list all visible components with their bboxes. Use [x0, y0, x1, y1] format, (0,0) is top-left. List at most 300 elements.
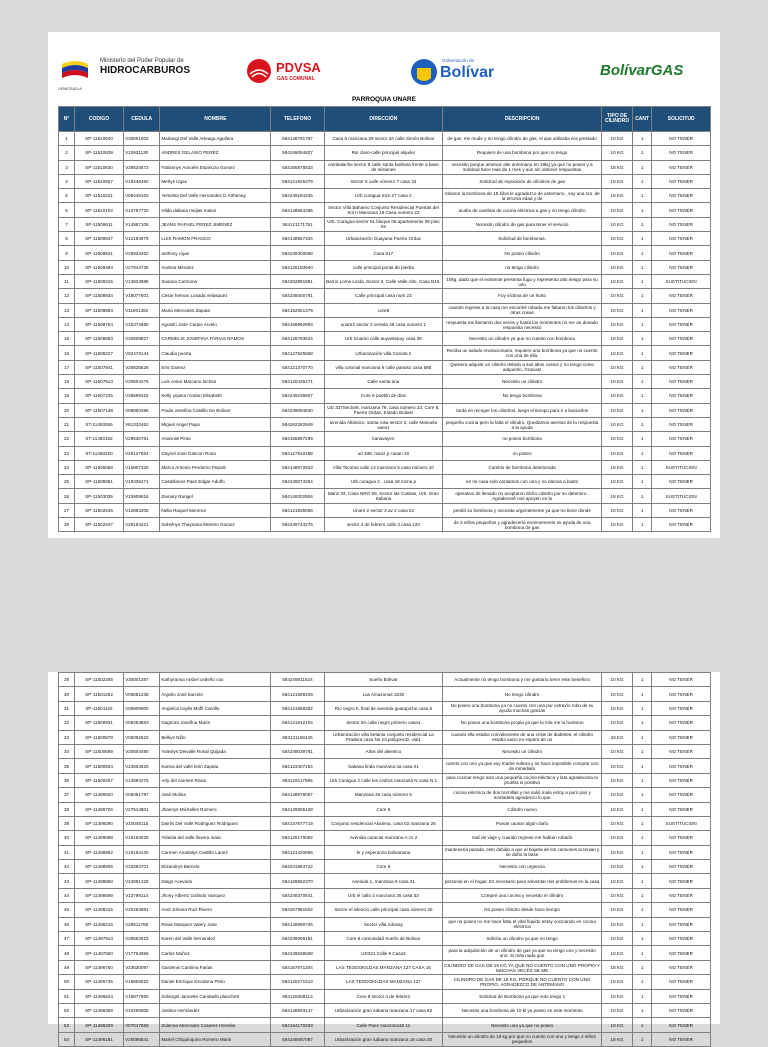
cell-description-text: no poseo	[512, 450, 532, 456]
cell-quantity	[633, 1003, 652, 1017]
cell-request-text: NO TENER	[669, 749, 693, 755]
cell-code	[75, 174, 124, 188]
cell-id	[124, 673, 160, 687]
cell-description-text: Reciba un saludo revolucionario, requiero una bombona ya que no cuento con una de ella.	[446, 348, 598, 359]
cell-phone-text: 584162851379	[282, 307, 313, 313]
cell-id-text: V30001502	[125, 136, 149, 142]
cell-phone	[271, 874, 324, 888]
cell-code-text: SP-11510102	[85, 207, 113, 213]
cell-cylinder-type	[602, 788, 633, 802]
cell-description	[443, 716, 602, 730]
cell-name-text: Mariel Chiquinquira Romero Marin	[161, 1036, 232, 1042]
cell-address-text: Urbanización villa betania conjunto residencial La Pradera casa No 13,polígonoD, vial1	[333, 732, 434, 743]
cell-description-text: Quisiera adquirir un cilindro debido a sus altos costos y no tengo como adquirirlo, Gracias!	[450, 362, 595, 373]
cell-code-text: SP-11508893	[85, 307, 113, 313]
cell-phone	[271, 446, 324, 460]
cell-description	[443, 673, 602, 687]
cell-quantity	[633, 460, 652, 474]
cell-cylinder-type-text: 18 KG	[610, 464, 624, 470]
cell-description-text: No tengo cilindro	[504, 691, 540, 697]
cell-phone	[271, 389, 324, 403]
cell-number	[59, 232, 75, 246]
cell-number-text: 24	[63, 464, 70, 470]
cell-number	[59, 489, 75, 503]
cell-description-text: Puede causar algún daño	[495, 821, 549, 827]
cell-cylinder-type	[602, 917, 633, 931]
cell-cylinder-type	[602, 860, 633, 874]
cell-phone	[271, 701, 324, 715]
table-row	[59, 744, 711, 758]
cell-code	[75, 960, 124, 974]
cell-address-text: Urb Guamo calle auyantepuy casa 38	[344, 336, 422, 342]
cell-address	[324, 673, 442, 687]
cell-number-text: 47	[63, 936, 70, 942]
cell-description-text: pequeña cocina pero la falta el cilindro. Quedamos atentos de la respuesta a la ayuda	[445, 419, 599, 430]
cell-address	[324, 303, 442, 317]
cell-address-text: Manzana 46 casa número 8	[354, 792, 412, 798]
cell-code	[75, 903, 124, 917]
cell-description	[443, 174, 602, 188]
cell-phone	[271, 475, 324, 489]
cell-address	[324, 1003, 442, 1017]
cell-id-text: V25835526	[125, 364, 149, 370]
cell-number-text: 49	[63, 965, 70, 970]
cell-number-text: 18	[63, 379, 70, 385]
cell-name	[160, 346, 271, 360]
cell-request-text: NO TENER	[669, 407, 693, 413]
cell-quantity-text: 1	[640, 379, 644, 385]
cell-quantity	[633, 274, 652, 288]
cell-request	[652, 989, 711, 1003]
cell-id-text: V13787720	[125, 207, 149, 213]
cell-description	[443, 816, 602, 830]
cell-description-text: necesito porque amenaz alte antemano en 18kg ya que no poseo y a solicitud hace mas de 1 mes y aún sin obtener respuestas	[451, 162, 593, 173]
cell-description-text: Necesito un cilindro ya que no cuento con bombona	[469, 336, 575, 342]
cell-description	[443, 903, 602, 917]
cell-quantity-text: 1	[640, 179, 644, 185]
cell-quantity	[633, 475, 652, 489]
cell-code-text: SP-11507138	[85, 407, 113, 413]
cell-address-text: Sabana linda manzana 3a casa 01	[348, 763, 419, 769]
cell-address	[324, 289, 442, 303]
cell-description	[443, 417, 602, 431]
cell-description-text: No poseo una bombona propia ya que la mía me la hurtaron	[460, 720, 584, 726]
cell-request	[652, 1003, 711, 1017]
cell-description-text: Fuy víctima de un hurto	[498, 293, 547, 299]
cell-cylinder-type-text: 10 KG	[610, 507, 624, 513]
cell-description-text: No poseo cilindro desde hace tiempo	[484, 907, 560, 913]
cell-cylinder-type	[602, 903, 633, 917]
table-row	[59, 917, 711, 931]
cell-id	[124, 174, 160, 188]
table-row	[59, 932, 711, 946]
cell-phone	[271, 346, 324, 360]
cell-request	[652, 246, 711, 260]
cell-phone-text: 584141858282	[282, 705, 313, 711]
cell-code	[75, 802, 124, 816]
cell-name	[160, 1032, 271, 1046]
cell-address-text: Rio claro-calle principal alquiler	[351, 150, 416, 156]
cell-phone-text: 584148890745	[282, 921, 313, 927]
bolivar-shield-icon	[410, 56, 438, 90]
cell-address-text: Sector el silencio calle principal casa número 40	[334, 907, 433, 913]
cell-number-text: 14	[63, 322, 70, 327]
cell-address	[324, 389, 442, 403]
cell-description-text: Necesito una bombona de 10 kl ya poseo en este momento	[461, 1008, 583, 1014]
table-row	[59, 788, 711, 802]
cell-description	[443, 802, 602, 816]
col-header-number: N°	[59, 107, 75, 132]
cell-quantity	[633, 346, 652, 360]
cell-request	[652, 274, 711, 288]
cell-description-text: Solicitud de bombonas.	[498, 236, 546, 242]
cell-code	[75, 860, 124, 874]
cell-name	[160, 146, 271, 160]
cell-code-text: SP-11496735	[85, 979, 113, 985]
cell-cylinder-type-text: 10 KG	[610, 878, 624, 884]
cell-quantity	[633, 975, 652, 989]
cell-cylinder-type-text: 10 KG	[610, 792, 624, 798]
cell-number	[59, 417, 75, 431]
cell-quantity	[633, 232, 652, 246]
cell-code	[75, 246, 124, 260]
cell-name-text: LUIS RAMON FRANCO	[161, 236, 211, 242]
cell-address	[324, 460, 442, 474]
cell-quantity	[633, 503, 652, 517]
cell-quantity	[633, 303, 652, 317]
table-row	[59, 332, 711, 346]
cell-request	[652, 903, 711, 917]
table-row	[59, 730, 711, 744]
cell-quantity-text: 1	[640, 407, 644, 413]
cell-request-text: NO TENER	[669, 806, 693, 812]
cell-id	[124, 518, 160, 532]
cell-phone	[271, 917, 324, 931]
cell-phone-text: 584148972633	[282, 464, 313, 470]
cell-code-text: ST-11493162	[85, 436, 113, 442]
cell-number	[59, 759, 75, 773]
cell-id	[124, 816, 160, 830]
cell-code-text: SP-11498906	[85, 864, 113, 870]
pdvsa-logo	[246, 52, 356, 98]
cell-code	[75, 716, 124, 730]
cell-name-text: Belkys Niño	[161, 734, 186, 740]
cell-phone-text: 584249011624	[282, 677, 313, 683]
cell-code	[75, 874, 124, 888]
cell-number-text: 3	[65, 164, 68, 170]
cell-code	[75, 503, 124, 517]
cell-cylinder-type	[602, 932, 633, 946]
cell-phone-text: 584121370770	[282, 364, 313, 370]
cell-description	[443, 489, 602, 503]
cell-request	[652, 975, 711, 989]
cell-request	[652, 389, 711, 403]
cell-code	[75, 673, 124, 687]
cell-request	[652, 432, 711, 446]
cell-cylinder-type	[602, 975, 633, 989]
cell-code	[75, 773, 124, 787]
cell-description-text: Cilindro nuevo	[507, 806, 537, 812]
cell-number-text: 52	[63, 1008, 70, 1014]
parish-title: PARROQUIA UNARE	[352, 96, 416, 103]
cell-cylinder-type	[602, 332, 633, 346]
cell-name-text: Jhony Alberto Galindo Vazquez	[161, 893, 226, 899]
cell-name-text: Zamary Rangel	[161, 493, 193, 499]
cell-number	[59, 246, 75, 260]
cell-code-text: SP-11509484	[85, 264, 113, 270]
cell-name	[160, 932, 271, 946]
cell-number	[59, 189, 75, 203]
cell-description	[443, 274, 602, 288]
cell-name-text: Karen del Valle hernandez	[161, 936, 216, 942]
cell-cylinder-type	[602, 303, 633, 317]
cell-cylinder-type	[602, 716, 633, 730]
cell-description-text: Necesito un cilindro	[502, 379, 543, 385]
cell-name-text: Diego Acevedo	[161, 878, 193, 884]
cell-phone	[271, 332, 324, 346]
cell-request-text: NO TENER	[669, 705, 693, 711]
cell-quantity	[633, 946, 652, 960]
cell-code-text: SP-11498860	[85, 878, 113, 884]
cell-quantity	[633, 203, 652, 217]
cell-address-text: Core 8 sector 4 de febrero	[356, 993, 411, 999]
cell-id-text: V08850396	[125, 407, 149, 413]
cell-phone-text: 584249400791	[282, 293, 313, 299]
pdvsa-sun-icon	[246, 58, 272, 84]
cell-address	[324, 831, 442, 845]
cell-id	[124, 132, 160, 146]
cell-quantity-text: 1	[640, 522, 644, 528]
cell-name-text: Claudia puerta	[161, 350, 192, 356]
cell-address-text: kanavayen	[372, 436, 395, 442]
cell-address	[324, 989, 442, 1003]
cell-description	[443, 332, 602, 346]
cell-id	[124, 975, 160, 989]
cell-request	[652, 1018, 711, 1032]
cell-cylinder-type	[602, 132, 633, 146]
cell-request-text: NO TENER	[669, 965, 693, 970]
cell-name	[160, 701, 271, 715]
cell-code	[75, 417, 124, 431]
cell-description-text: Solicito un cilindro ya que no tengo	[486, 936, 558, 942]
cell-code-text: ST-11493556	[85, 422, 113, 428]
cell-quantity-text: 1	[640, 422, 644, 428]
table-row	[59, 759, 711, 773]
cell-phone	[271, 831, 324, 845]
cell-code	[75, 460, 124, 474]
cell-name	[160, 375, 271, 389]
cell-number-text: 41	[63, 849, 70, 855]
cell-address	[324, 701, 442, 715]
cell-id-text: V06351797	[125, 792, 149, 798]
cell-code	[75, 989, 124, 1003]
cell-code	[75, 446, 124, 460]
cell-name-text: Daniel Enrrique Escalona Pinto	[161, 979, 225, 985]
cell-code-text: SP-11507225	[85, 393, 113, 399]
bolivargas-logo	[596, 52, 706, 98]
cell-number	[59, 831, 75, 845]
cell-name-text: Nelia Raquel Monrroe	[161, 507, 207, 513]
cell-number-text: 46	[63, 921, 70, 927]
cell-code	[75, 975, 124, 989]
cell-id	[124, 332, 160, 346]
ministry-line-1: Ministerio del Poder Popular de	[100, 58, 184, 64]
cell-code-text: SP-11498216	[85, 921, 113, 927]
cell-phone	[271, 360, 324, 374]
cell-description	[443, 217, 602, 231]
cell-cylinder-type-text: 10 KG	[610, 677, 624, 683]
cell-id-text: V13923888	[125, 279, 149, 285]
col-header-quantity: CANT	[633, 107, 652, 132]
cell-request-text: NO TENER	[669, 792, 693, 798]
cell-phone-text: 584129806428	[282, 806, 313, 812]
cell-number-text: 35	[63, 763, 70, 769]
cell-quantity-text: 1	[640, 193, 644, 199]
cell-id-text: V08453883	[125, 720, 149, 726]
cell-quantity-text: 1	[640, 720, 644, 726]
cell-request	[652, 831, 711, 845]
cell-address-text: core8	[377, 307, 390, 313]
cell-request-text: SUSTITUCION	[665, 279, 697, 285]
cell-phone-text: 584241884722	[282, 864, 313, 870]
cell-quantity-text: 1	[640, 691, 644, 697]
cell-request	[652, 860, 711, 874]
cell-name	[160, 687, 271, 701]
cell-phone-text: 584127625868	[282, 350, 313, 356]
cell-id-text: V07017658	[125, 1022, 149, 1028]
cell-name	[160, 716, 271, 730]
cell-quantity	[633, 189, 652, 203]
cell-name-text: Cesar hernan Losada velasquez	[161, 293, 228, 299]
cell-name	[160, 174, 271, 188]
cell-description-text: en mi casa solo contamos con una y no damos a basto	[466, 479, 579, 485]
cell-id-text: V25086541	[125, 1036, 149, 1042]
cell-id-text: V18335471	[125, 479, 149, 485]
cell-address	[324, 160, 442, 174]
cell-address	[324, 917, 442, 931]
cell-address-text: villa colonial manzana 6 calle paraiso casa 588	[335, 364, 432, 370]
cell-phone-text: 584262891861	[282, 279, 313, 285]
cell-cylinder-type	[602, 773, 633, 787]
cell-quantity-text: 1	[640, 835, 644, 841]
cell-number	[59, 888, 75, 902]
cell-address-text: Las Amazonas 3230	[362, 691, 405, 697]
cell-description-text: No poseo cilindro	[504, 250, 540, 256]
cell-request-text: NO TENER	[669, 993, 693, 999]
cell-id	[124, 346, 160, 360]
cell-description	[443, 460, 602, 474]
cell-id	[124, 417, 160, 431]
cell-phone-text: 584148957334	[282, 236, 313, 242]
cell-number	[59, 460, 75, 474]
cell-request-text: NO TENER	[669, 1036, 693, 1042]
cell-address	[324, 730, 442, 744]
cell-quantity	[633, 446, 652, 460]
cell-number-text: 16	[63, 350, 70, 356]
cell-phone-text: 584249094830	[282, 407, 313, 413]
cell-cylinder-type-text: 10 KG	[610, 821, 624, 827]
cell-name-text: Elizandrys Barcelo	[161, 864, 200, 870]
cell-cylinder-type-text: 10 KG	[610, 691, 624, 697]
cell-cylinder-type-text: 10 KG	[610, 993, 624, 999]
cell-id	[124, 446, 160, 460]
cell-number	[59, 687, 75, 701]
cell-name	[160, 874, 271, 888]
cell-request-text: NO TENER	[669, 264, 693, 270]
cell-code	[75, 946, 124, 960]
cell-phone-text: 584249697087	[282, 1036, 313, 1042]
cell-description	[443, 960, 602, 974]
cell-id	[124, 831, 160, 845]
cell-request	[652, 132, 711, 146]
cell-number-text: 9	[65, 250, 68, 256]
cell-quantity-text: 1	[640, 264, 644, 270]
cell-phone-text: 584249370541	[282, 893, 313, 899]
cell-code-text: SP-11505061	[85, 479, 113, 485]
cell-cylinder-type-text: 18 KG	[610, 965, 624, 970]
cell-id	[124, 845, 160, 859]
cell-code-text: SP-11510241	[85, 193, 113, 199]
cell-description-text: No poseo una bombona ya no cuento con una por extravío robo de su ayuda muchas gracias	[450, 703, 594, 714]
cell-description	[443, 132, 602, 146]
cell-request	[652, 673, 711, 687]
cell-description-text: para la adquisición de un cilindro de gas ya que no tengo uno y necesito uno. Si más nada que	[448, 948, 596, 959]
cell-number	[59, 389, 75, 403]
cell-number	[59, 132, 75, 146]
col-header-description: DESCRIPCION	[443, 107, 602, 132]
cell-number-text: 23	[63, 450, 70, 456]
cell-name	[160, 489, 271, 503]
cell-address-text: Core 8 comunidad Sueño de Bolivar	[346, 936, 421, 942]
cell-request	[652, 960, 711, 974]
cell-address	[324, 518, 442, 532]
cell-cylinder-type	[602, 759, 633, 773]
cell-quantity-text: 1	[640, 921, 644, 927]
cell-phone-text: 584165867299	[282, 436, 313, 442]
cell-code	[75, 189, 124, 203]
bolivargas-name: BolívarGAS	[600, 62, 684, 79]
cell-request-text: NO TENER	[669, 849, 693, 855]
cell-name	[160, 232, 271, 246]
cell-request	[652, 845, 711, 859]
cell-cylinder-type-text: 10 KG	[610, 364, 624, 370]
cell-request-text: NO TENER	[669, 450, 693, 456]
cell-cylinder-type	[602, 888, 633, 902]
venezuela-flag-icon	[60, 56, 90, 86]
cell-cylinder-type-text: 10 KG	[610, 236, 624, 242]
cell-address	[324, 960, 442, 974]
cell-name-text: Fatiannys Aracelis Espinoza Gomez	[161, 164, 235, 170]
cell-id-text: V12893208	[125, 507, 149, 513]
cell-code-text: SP-11507613	[85, 379, 113, 385]
cell-number	[59, 975, 75, 989]
cell-address	[324, 403, 442, 417]
cell-quantity	[633, 860, 652, 874]
cell-id	[124, 232, 160, 246]
cell-description-text: Requiero de una bombona por que no tengo	[476, 150, 568, 156]
cell-cylinder-type-text: 10 KG	[610, 806, 624, 812]
cell-name	[160, 673, 271, 687]
cell-request-text: NO TENER	[669, 921, 693, 927]
cell-number-text: 50	[63, 979, 70, 985]
cell-id	[124, 759, 160, 773]
cell-address	[324, 146, 442, 160]
cell-code-text: SP-11497650	[85, 950, 113, 956]
cell-quantity	[633, 160, 652, 174]
cell-quantity-text: 1	[640, 1008, 644, 1014]
cell-address-text: Sector 5 calle número 7 casa 33	[350, 179, 417, 185]
cell-cylinder-type	[602, 960, 633, 974]
